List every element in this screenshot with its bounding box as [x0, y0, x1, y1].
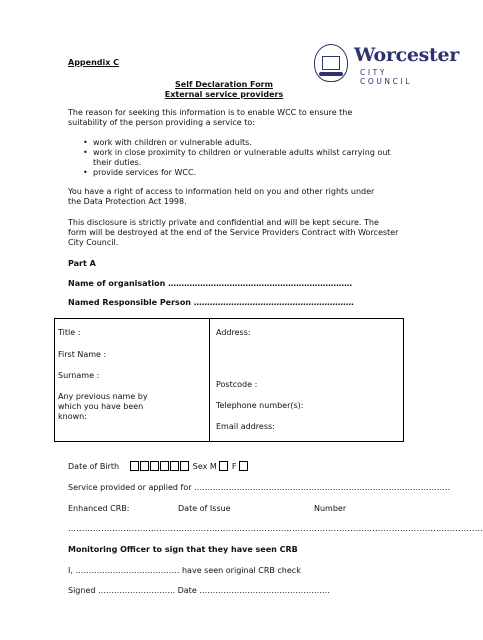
- crb-number-label[interactable]: Number: [314, 504, 347, 513]
- intro-paragraph: The reason for seeking this information is to enable WCC to ensure the suitability of the person providing a service to:: [68, 108, 353, 127]
- crb-seen-line[interactable]: I, ………………………………… have seen original CRB check: [68, 566, 301, 575]
- crb-details-line[interactable]: ……………………………………………………………………………………………………………………………………: [68, 524, 483, 533]
- signature-date-line[interactable]: Signed ……………………….. Date ………………………………………….: [68, 586, 330, 595]
- dob-label: Date of Birth: [68, 462, 120, 471]
- service-bullet-list: [80, 138, 393, 178]
- logo-wordmark: Worcester: [354, 44, 460, 66]
- box-divider: [209, 318, 210, 442]
- monitoring-heading: Monitoring Officer to sign that they have seen CRB: [68, 545, 298, 554]
- form-subtitle: External service providers: [164, 90, 284, 99]
- title-field[interactable]: Title :: [58, 328, 81, 337]
- organisation-name-field[interactable]: Name of organisation ……………………………………………………………: [68, 279, 353, 288]
- postcode-field[interactable]: Postcode :: [216, 380, 258, 389]
- first-name-field[interactable]: First Name :: [58, 350, 107, 359]
- email-field[interactable]: Email address:: [216, 422, 275, 431]
- date-of-issue-label[interactable]: Date of Issue: [178, 504, 231, 513]
- sex-label: Sex M: [192, 462, 217, 471]
- form-title: Self Declaration Form: [175, 80, 273, 89]
- dob-row: [68, 461, 249, 471]
- surname-field[interactable]: Surname :: [58, 371, 100, 380]
- dob-box-5[interactable]: [170, 461, 179, 471]
- list-item: • work with children or vulnerable adults.: [93, 138, 393, 148]
- address-field[interactable]: Address:: [216, 328, 251, 337]
- previous-name-field[interactable]: Any previous name by which you have been known:: [58, 392, 148, 421]
- service-provided-field[interactable]: Service provided or applied for ……………………………………………………………………………………: [68, 483, 451, 492]
- dob-box-1[interactable]: [130, 461, 139, 471]
- appendix-label: Appendix C: [68, 58, 120, 67]
- list-item: • provide services for WCC.: [93, 168, 393, 178]
- sex-female-checkbox[interactable]: [239, 461, 248, 471]
- sex-male-checkbox[interactable]: [219, 461, 228, 471]
- dob-box-4[interactable]: [160, 461, 169, 471]
- list-item: • work in close proximity to children or vulnerable adults whilst carrying out their duties.: [93, 148, 393, 168]
- dob-box-2[interactable]: [140, 461, 149, 471]
- dob-box-6[interactable]: [180, 461, 189, 471]
- telephone-field[interactable]: Telephone number(s):: [216, 401, 304, 410]
- dob-box-3[interactable]: [150, 461, 159, 471]
- female-label: F: [231, 462, 237, 471]
- enhanced-crb-label: Enhanced CRB:: [68, 504, 130, 513]
- logo-subtitle: CITY COUNCIL: [360, 68, 413, 86]
- city-crest-icon: [314, 44, 348, 82]
- responsible-person-field[interactable]: Named Responsible Person ……………………………………………………: [68, 298, 354, 307]
- part-a-heading: Part A: [68, 259, 96, 268]
- data-protection-paragraph: You have a right of access to information held on you and other rights under the Data Protection Act 1998.: [68, 187, 375, 206]
- disclosure-paragraph: This disclosure is strictly private and confidential and will be kept secure. The form will be destroyed at the end of the Service Providers Contract with Worcester City Council.: [68, 218, 399, 247]
